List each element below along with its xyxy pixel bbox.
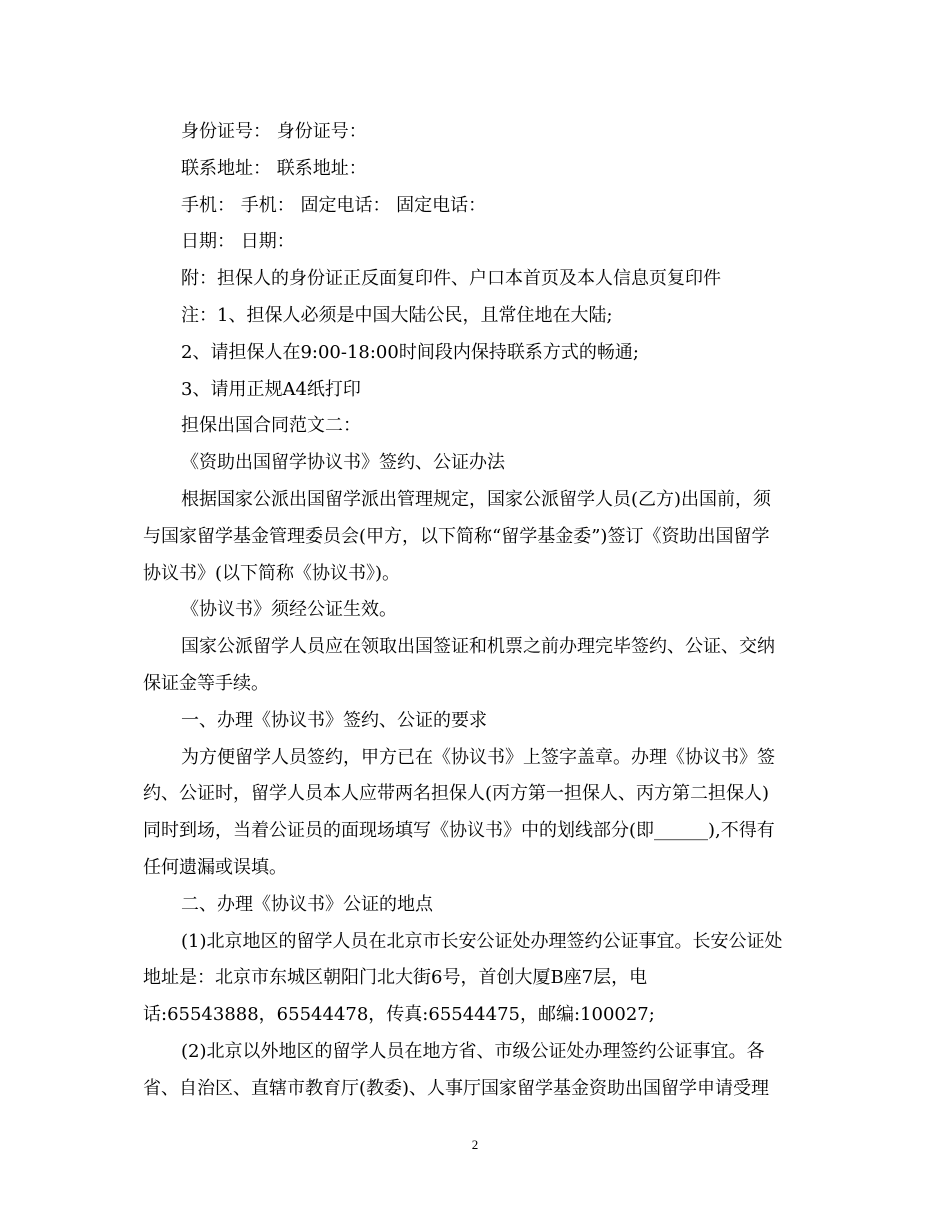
paragraph-line: 话:65543888，65544478，传真:65544475，邮编:100027; xyxy=(143,1004,655,1026)
text-line-date: 日期： 日期： xyxy=(181,231,295,253)
section-title-procedure: 《资助出国留学协议书》签约、公证办法 xyxy=(181,452,505,474)
paragraph-line: 任何遗漏或误填。 xyxy=(143,856,287,878)
paragraph-line: 协议书》(以下简称《协议书》)。 xyxy=(143,562,401,584)
heading-location xyxy=(143,887,808,924)
paragraph-line: 《协议书》须经公证生效。 xyxy=(181,599,397,621)
heading-requirements xyxy=(143,703,808,740)
paragraph-line: 省、自治区、直辖市教育厅(教委)、人事厅国家留学基金资助出国留学申请受理 xyxy=(143,1077,770,1099)
paragraph-line: 根据国家公派出国留学派出管理规定，国家公派留学人员(乙方)出国前，须 xyxy=(181,488,772,510)
paragraph-line: 为方便留学人员签约，甲方已在《协议书》上签字盖章。办理《协议书》签 xyxy=(181,746,775,768)
paragraph-line: 同时到场，当着公证员的面现场填写《协议书》中的划线部分(即______),不得有 xyxy=(143,820,775,842)
paragraph-line: (1)北京地区的留学人员在北京市长安公证处办理签约公证事宜。长安公证处 xyxy=(181,930,783,952)
section-heading-sample-two: 担保出国合同范文二： xyxy=(181,415,361,437)
paragraph-beijing-office xyxy=(143,924,808,1034)
paragraph-line: 二、办理《协议书》公证的地点 xyxy=(181,893,433,915)
paragraph-line: 国家公派留学人员应在领取出国签证和机票之前办理完毕签约、公证、交纳 xyxy=(181,636,775,658)
paragraph-before-visa xyxy=(143,629,808,703)
text-line-note-1: 注：1、担保人必须是中国大陆公民，且常住地在大陆; xyxy=(181,304,613,326)
text-line-attachment: 附：担保人的身份证正反面复印件、户口本首页及本人信息页复印件 xyxy=(181,268,721,290)
text-line-phone: 手机： 手机： 固定电话： 固定电话： xyxy=(181,194,487,216)
page-number: 2 xyxy=(471,1137,479,1152)
paragraph-notarization-required xyxy=(143,592,808,629)
text-line-id-number: 身份证号： 身份证号： xyxy=(181,121,367,142)
paragraph-line: 地址是：北京市东城区朝阳门北大街6号，首创大厦B座7层，电 xyxy=(143,967,648,989)
text-line-address: 联系地址： 联系地址： xyxy=(181,157,367,179)
paragraph-regulation xyxy=(143,482,808,592)
paragraph-signing-requirements xyxy=(143,740,808,887)
paragraph-other-regions xyxy=(143,1034,808,1108)
text-line-note-3: 3、请用正规A4纸打印 xyxy=(181,378,361,400)
document-body xyxy=(143,114,808,1108)
paragraph-line: 约、公证时，留学人员本人应带两名担保人(丙方第一担保人、丙方第二担保人) xyxy=(143,783,770,805)
paragraph-line: 一、办理《协议书》签约、公证的要求 xyxy=(181,709,487,731)
paragraph-line: (2)北京以外地区的留学人员在地方省、市级公证处办理签约公证事宜。各 xyxy=(181,1040,765,1062)
paragraph-line: 保证金等手续。 xyxy=(143,672,269,694)
paragraph-line: 与国家留学基金管理委员会(甲方，以下简称“留学基金委”)签订《资助出国留学 xyxy=(143,525,770,547)
text-line-note-2: 2、请担保人在9:00-18:00时间段内保持联系方式的畅通; xyxy=(181,341,639,363)
